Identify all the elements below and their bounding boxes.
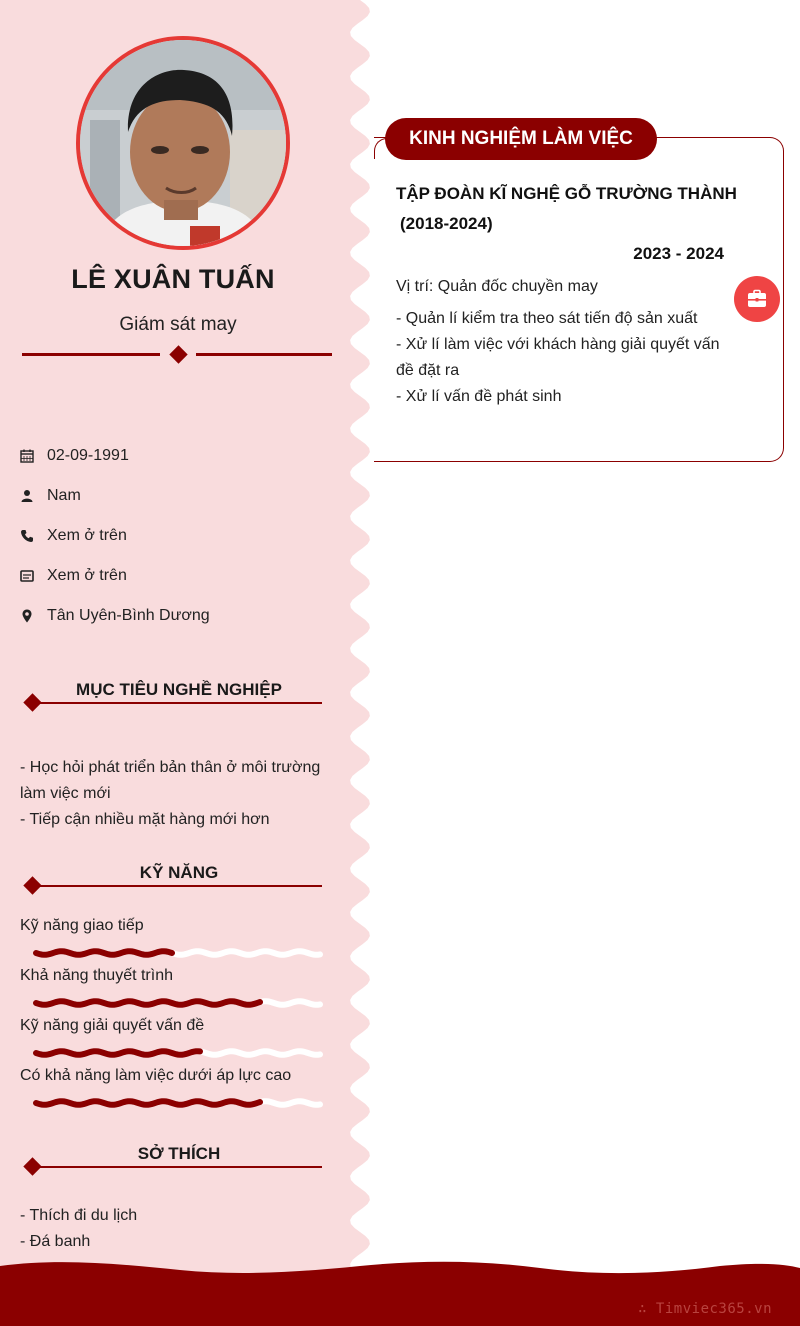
- skill-bar-fill: [36, 1101, 260, 1105]
- skill-name: Kỹ năng giao tiếp: [20, 917, 144, 934]
- avatar: [76, 36, 290, 250]
- contact-email-value: Xem ở trên: [47, 567, 127, 584]
- title-divider: [22, 346, 332, 364]
- experience-duty: - Quản lí kiểm tra theo sát tiến độ sản xuất: [396, 310, 698, 327]
- objective-line: - Học hỏi phát triển bản thân ở môi trường làm việc mới: [20, 759, 321, 802]
- experience-duties: [396, 306, 726, 410]
- contact-birthdate-value: 02-09-1991: [47, 447, 129, 464]
- experience-period: 2023 - 2024: [633, 244, 724, 263]
- contact-list: [20, 436, 340, 636]
- skills-heading: [22, 863, 322, 897]
- divider-diamond: [169, 345, 187, 363]
- contact-phone: [20, 516, 340, 556]
- email-icon: [20, 566, 47, 586]
- objective-heading: [22, 680, 322, 714]
- skill-level-bar: [36, 998, 320, 1008]
- skill-name: Kỹ năng giải quyết vấn đề: [20, 1017, 205, 1034]
- skill-level-bar: [36, 1098, 320, 1108]
- skill-name: Khả năng thuyết trình: [20, 967, 173, 984]
- hobbies-heading-label: SỞ THÍCH: [137, 1144, 221, 1163]
- user-icon: [20, 486, 47, 506]
- skill-level-bar: [36, 1048, 320, 1058]
- contact-birthdate: [20, 436, 340, 476]
- hobbies-heading: [22, 1144, 322, 1178]
- briefcase-icon: [746, 288, 768, 310]
- experience-company-years: (2018-2024): [400, 214, 493, 233]
- experience-badge: [734, 276, 780, 322]
- skill-name: Có khả năng làm việc dưới áp lực cao: [20, 1067, 292, 1084]
- location-pin-icon: [20, 606, 47, 626]
- profile-photo: [80, 40, 286, 246]
- candidate-job-title: Giám sát may: [119, 314, 237, 335]
- contact-address-value: Tân Uyên-Bình Dương: [47, 607, 210, 624]
- calendar-icon: [20, 446, 47, 466]
- watermark: ∴ Timviec365.vn: [638, 1301, 772, 1317]
- contact-gender: [20, 476, 340, 516]
- phone-icon: [20, 526, 47, 546]
- hobbies-text: [20, 1203, 330, 1255]
- experience-position: Vị trí: Quản đốc chuyền may: [396, 278, 598, 295]
- experience-duty: - Xử lí làm việc với khách hàng giải quyết vấn đề đặt ra: [396, 336, 720, 379]
- skill-level-bar: [36, 948, 320, 958]
- experience-heading: KINH NGHIỆM LÀM VIỆC: [385, 118, 657, 160]
- hobby-line: - Thích đi du lịch: [20, 1207, 138, 1224]
- contact-email: [20, 556, 340, 596]
- objective-heading-label: MỤC TIÊU NGHỀ NGHIỆP: [76, 680, 282, 699]
- experience-company: TẬP ĐOÀN KĨ NGHỆ GỖ TRƯỜNG THÀNH: [396, 184, 737, 203]
- skill-bar-fill: [36, 1051, 200, 1055]
- contact-phone-value: Xem ở trên: [47, 527, 127, 544]
- skill-bar-fill: [36, 1001, 260, 1005]
- hobby-line: - Đá banh: [20, 1233, 91, 1250]
- objective-text: [20, 755, 330, 833]
- contact-gender-value: Nam: [47, 487, 81, 504]
- skill-bar-fill: [36, 951, 172, 955]
- candidate-name: LÊ XUÂN TUẤN: [71, 264, 275, 294]
- objective-line: - Tiếp cận nhiều mặt hàng mới hơn: [20, 811, 270, 828]
- skills-heading-label: KỸ NĂNG: [139, 863, 219, 882]
- contact-address: [20, 596, 340, 636]
- experience-duty: - Xử lí vấn đề phát sinh: [396, 388, 562, 405]
